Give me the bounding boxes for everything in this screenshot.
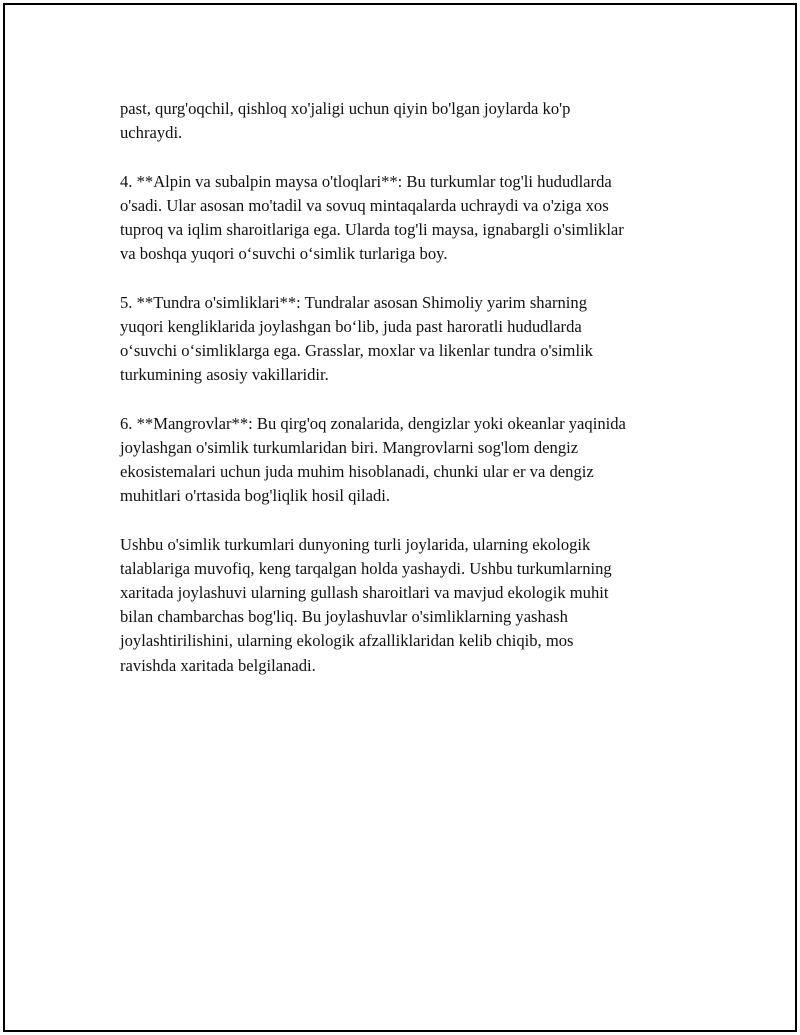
paragraph-alpine-meadows: 4. **Alpin va subalpin maysa o'tloqlari**: Bu turkumlar tog'li hududlarda o'sadi. Ular asosan mo'tadil va sovuq mintaqalarda uchraydi va o'ziga xos tuproq va iqlim sharoitlariga ega. Ularda tog'li maysa, ignabargli o'simliklar va boshqa yuqori o‘suvchi o‘simlik turlariga boy.: [120, 171, 624, 264]
paragraph-mangroves: 6. **Mangrovlar**: Bu qirg'oq zonalarida, dengizlar yoki okeanlar yaqinida joylashgan o'simlik turkumlaridan biri. Mangrovlarni sog'lom dengiz ekosistemalari uchun juda muhim hisoblanadi, chunki ular er va dengiz muhitlari o'rtasida bog'liqlik hosil qiladi.: [120, 413, 626, 506]
paragraph-continuation: past, qurg'oqchil, qishloq xo'jaligi uchun qiyin bo'lgan joylarda ko'p uchraydi.: [120, 99, 571, 143]
paragraph-tundra: 5. **Tundra o'simliklari**: Tundralar asosan Shimoliy yarim sharning yuqori kengliklarida joylashgan bo‘lib, juda past haroratli hududlarda o‘suvchi o‘simliklarga ega. Grasslar, moxlar va likenlar tundra o'simlik turkumining asosiy vakillaridir.: [120, 292, 593, 385]
page-frame: [3, 3, 797, 1032]
document-body: [120, 97, 710, 678]
paragraph-conclusion: Ushbu o'simlik turkumlari dunyoning turli joylarida, ularning ekologik talablariga muvofiq, keng tarqalgan holda yashaydi. Ushbu turkumlarning xaritada joylashuvi ularning gullash sharoitlari va mavjud ekologik muhit bilan chambarchas bog'liq. Bu joylashuvlar o'simliklarning yashash joylashtirilishini, ularning ekologik afzalliklaridan kelib chiqib, mos ravishda xaritada belgilanadi.: [120, 534, 612, 675]
